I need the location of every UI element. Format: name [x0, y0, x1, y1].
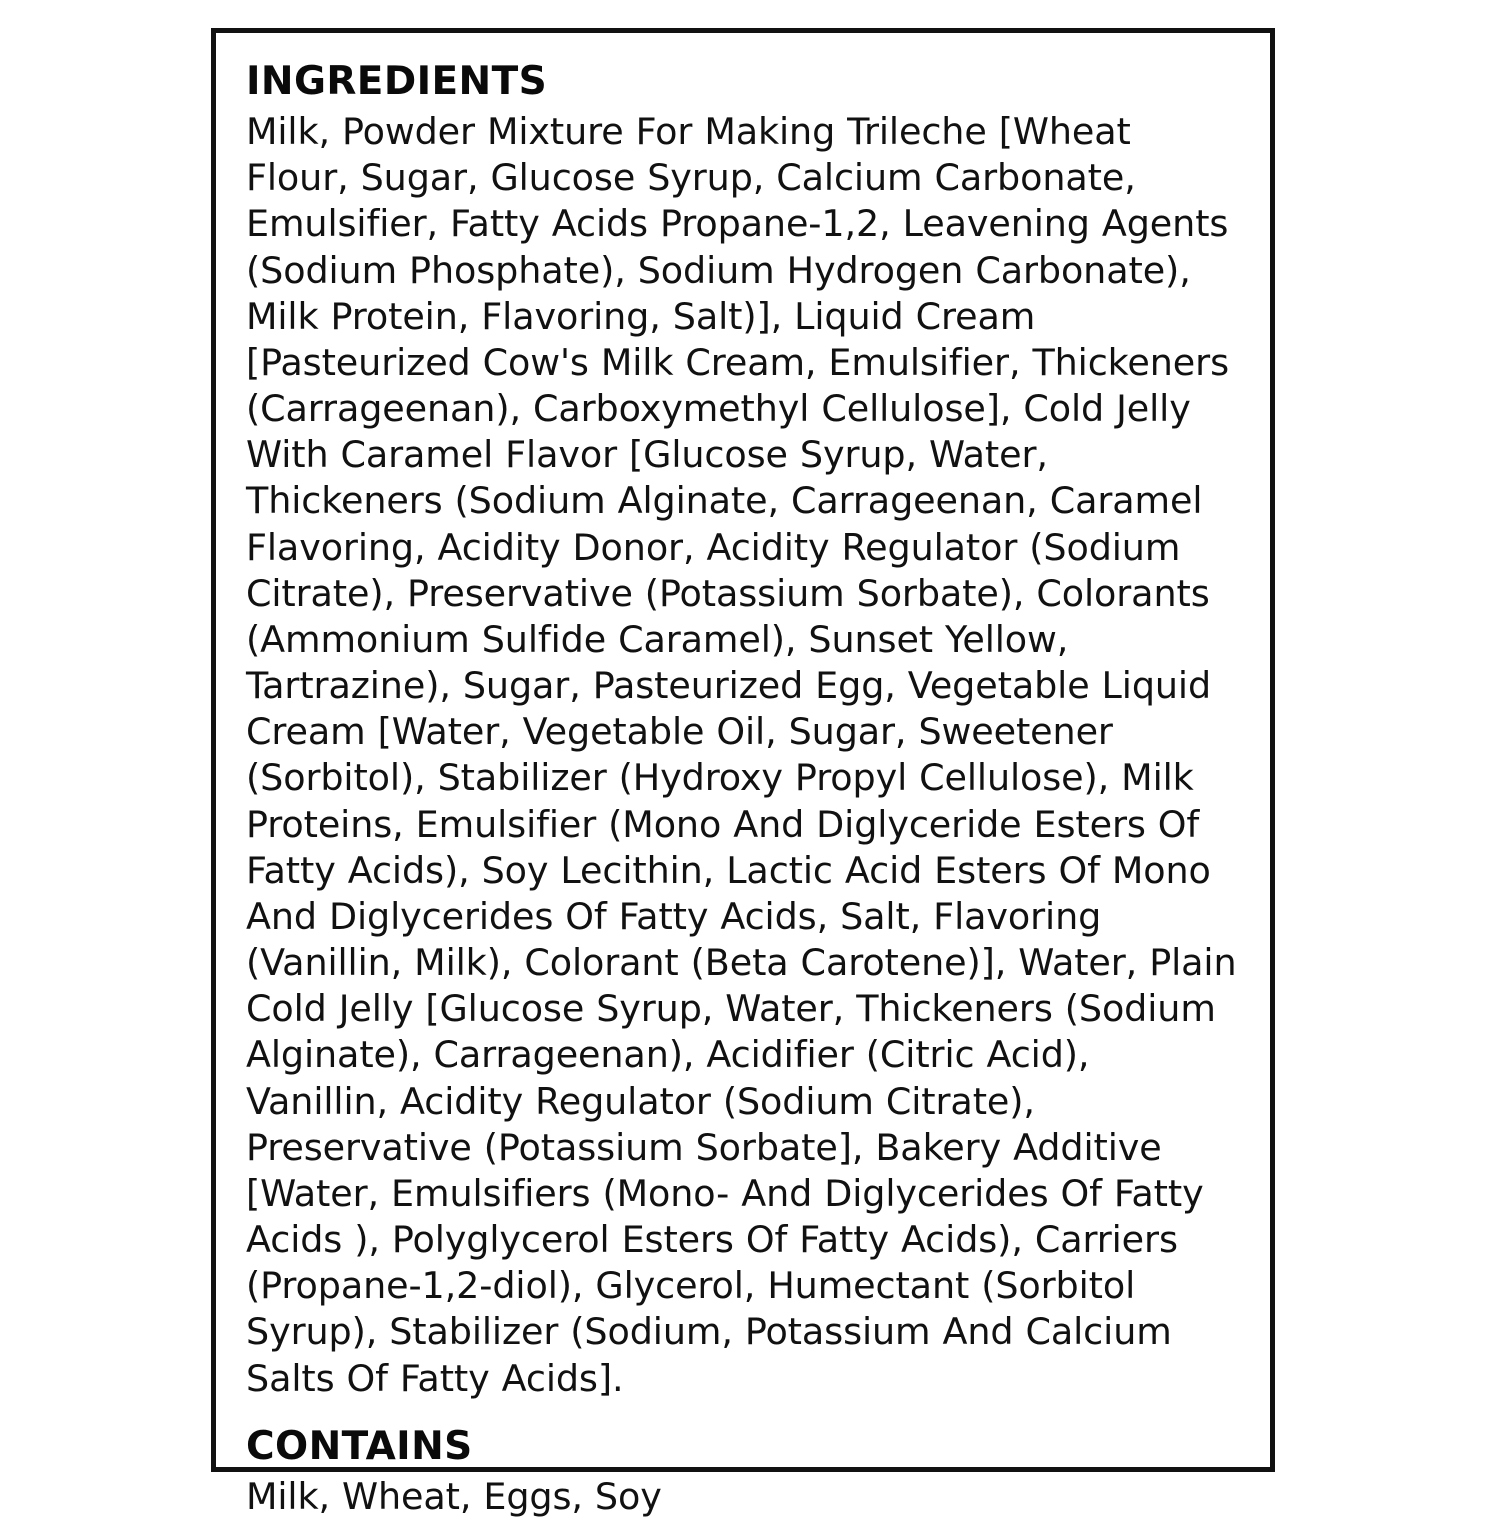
contains-text: Milk, Wheat, Eggs, Soy	[246, 1474, 662, 1518]
ingredients-heading: INGREDIENTS	[246, 59, 548, 104]
ingredients-text: Milk, Powder Mixture For Making Trileche [Wheat Flour, Sugar, Glucose Syrup, Calcium Carbonate, Emulsifier, Fatty Acids Propane-1,2, Leavening Agents (Sodium Phosphate), Sodium Hydrogen Carbonate), Milk Protein, Flavoring, Salt)], Liquid Cream [Pasteurized Cow's Milk Cream, Emulsifier, Thickeners (Carrageenan), Carboxymethyl Cellulose], Cold Jelly With Caramel Flavor [Glucose Syrup, Water, Thickeners (Sodium Alginate, Carrageenan, Caramel Flavoring, Acidity Donor, Acidity Regulator (Sodium Citrate), Preservative (Potassium Sorbate), Colorants (Ammonium Sulfide Caramel), Sunset Yellow, Tartrazine), Sugar, Pasteurized Egg, Vegetable Liquid Cream [Water, Vegetable Oil, Sugar, Sweetener (Sorbitol), Stabilizer (Hydroxy Propyl Cellulose), Milk Proteins, Emulsifier (Mono And Diglyceride Esters Of Fatty Acids), Soy Lecithin, Lactic Acid Esters Of Mono And Diglycerides Of Fatty Acids, Salt, Flavoring (Vanillin, Milk), Colorant (Beta Carotene)], Water, Plain Cold Jelly [Glucose Syrup, Water, Thickeners (Sodium Alginate), Carrageenan), Acidifier (Citric Acid), Vanillin, Acidity Regulator (Sodium Citrate), Preservative (Potassium Sorbate], Bakery Additive [Water, Emulsifiers (Mono- And Diglycerides Of Fatty Acids ), Polyglycerol Esters Of Fatty Acids), Carriers (Propane-1,2-diol), Glycerol, Humectant (Sorbitol Syrup), Stabilizer (Sodium, Potassium And Calcium Salts Of Fatty Acids].	[246, 110, 1237, 1400]
contains-heading: CONTAINS	[246, 1423, 473, 1469]
label-content	[216, 33, 1270, 1520]
ingredients-label-panel	[211, 28, 1275, 1518]
